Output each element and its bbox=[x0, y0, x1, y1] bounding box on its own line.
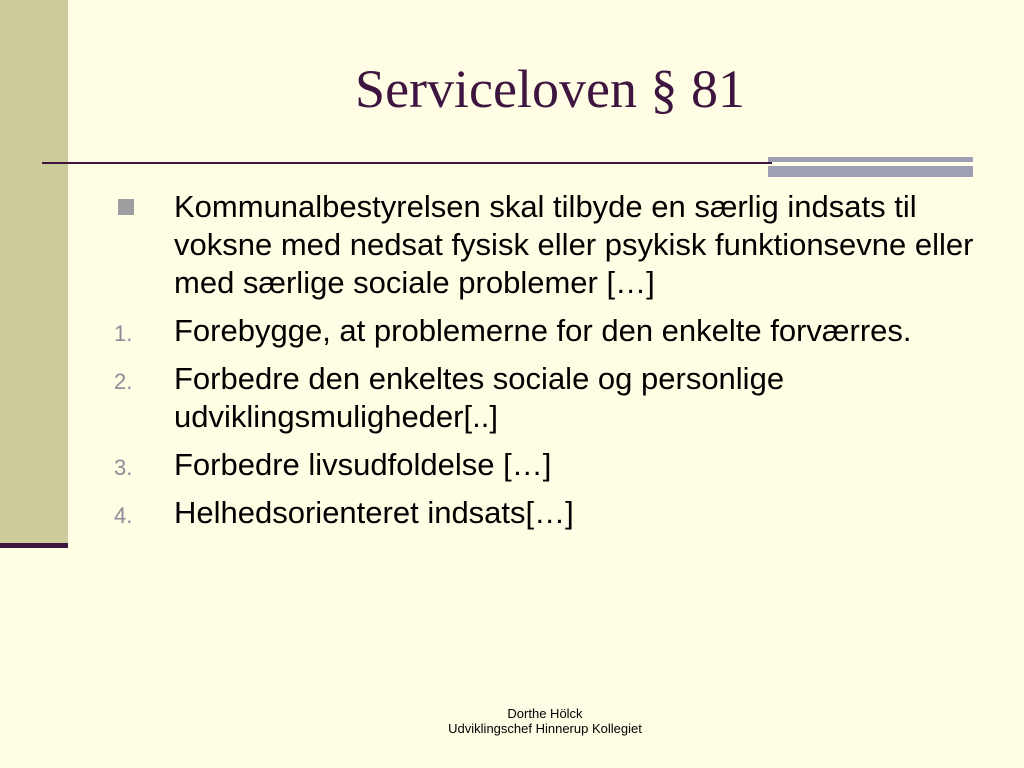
list-item bbox=[112, 494, 982, 532]
list-number: 2. bbox=[114, 369, 133, 394]
list-item-text: Forbedre den enkeltes sociale og personlige udviklingsmuligheder[..] bbox=[174, 361, 785, 434]
list-item-text: Helhedsorienteret indsats[…] bbox=[174, 495, 574, 530]
list-item-text: Forbedre livsudfoldelse […] bbox=[174, 447, 552, 482]
list-number: 1. bbox=[114, 321, 133, 346]
list-item-text: Forebygge, at problemerne for den enkelte forværres. bbox=[174, 313, 912, 348]
list-item bbox=[112, 446, 982, 484]
intro-bullet bbox=[112, 188, 982, 302]
divider-accent-top bbox=[768, 157, 973, 162]
slide-title: Serviceloven § 81 bbox=[355, 59, 745, 119]
list-item bbox=[112, 360, 982, 436]
slide-footer bbox=[380, 706, 710, 736]
title-divider bbox=[42, 162, 772, 164]
list-item bbox=[112, 312, 982, 350]
side-accent-bar bbox=[0, 543, 68, 548]
divider-accent-bottom bbox=[768, 166, 973, 177]
slide-body bbox=[112, 188, 982, 542]
footer-author: Dorthe Hölck bbox=[507, 706, 583, 721]
list-number: 4. bbox=[114, 503, 133, 528]
list-number: 3. bbox=[114, 455, 133, 480]
square-bullet-icon bbox=[118, 199, 134, 215]
intro-text: Kommunalbestyrelsen skal tilbyde en særlig indsats til voksne med nedsat fysisk eller psykisk funktionsevne eller med særlige sociale problemer […] bbox=[174, 189, 974, 300]
footer-role: Udviklingschef Hinnerup Kollegiet bbox=[448, 721, 642, 736]
